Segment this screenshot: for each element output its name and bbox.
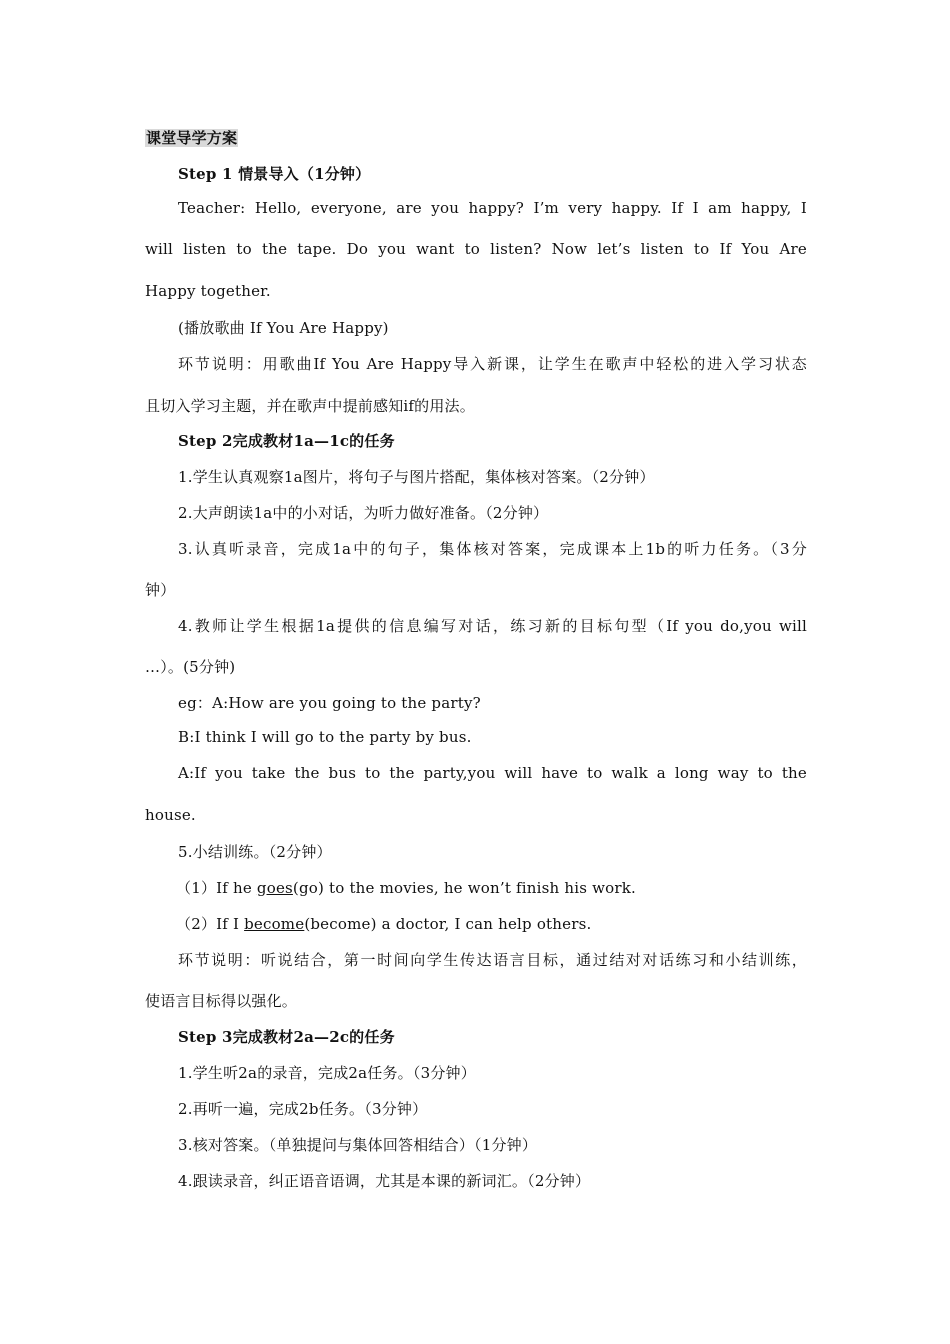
step2-example-b: B:I think I will go to the party by bus. <box>178 728 472 746</box>
step1-heading: Step 1 情景导入（1分钟） <box>178 165 371 183</box>
step2-heading: Step 2完成教材1a—1c的任务 <box>178 432 395 450</box>
doc-title-text: 课堂导学方案 <box>146 129 238 147</box>
step1-teacher-line3: Happy together. <box>145 282 271 300</box>
step3-item1: 1.学生听2a的录音，完成2a任务。（3分钟） <box>178 1064 476 1082</box>
exercise-2-prefix: （2）If I <box>176 915 245 933</box>
exercise-1-suffix: (go) to the movies, he won’t finish his work. <box>292 879 636 897</box>
step2-note-line1: 环节说明：听说结合，第一时间向学生传达语言目标，通过结对对话练习和小结训练， <box>178 951 807 969</box>
exercise-2 <box>176 913 591 934</box>
exercise-2-answer: become <box>244 915 305 933</box>
exercise-2-suffix: (become) a doctor, I can help others. <box>304 915 592 933</box>
step2-item5: 5.小结训练。（2分钟） <box>178 843 332 861</box>
exercise-1-answer: goes <box>256 879 293 897</box>
step3-item4: 4.跟读录音，纠正语音语调，尤其是本课的新词汇。（2分钟） <box>178 1172 591 1190</box>
step1-teacher-line1: Teacher: Hello, everyone, are you happy? I’m very happy. If I am happy, I <box>178 199 807 217</box>
step1-note-line1: 环节说明：用歌曲If You Are Happy导入新课，让学生在歌声中轻松的进入学习状态 <box>178 355 807 373</box>
exercise-1-prefix: （1）If he <box>176 879 257 897</box>
step2-example-a2-line1: A:If you take the bus to the party,you will have to walk a long way to the <box>178 764 807 782</box>
step2-item4-line2: …）。(5分钟) <box>145 658 236 676</box>
step2-item3-line1: 3.认真听录音，完成1a中的句子，集体核对答案，完成课本上1b的听力任务。（3分 <box>178 540 807 558</box>
step3-heading: Step 3完成教材2a—2c的任务 <box>178 1028 395 1046</box>
step2-item4-line1: 4.教师让学生根据1a提供的信息编写对话，练习新的目标句型（If you do,you will <box>178 617 807 635</box>
step2-example-a: eg：A:How are you going to the party? <box>178 694 481 712</box>
doc-title <box>145 127 238 148</box>
step2-note-line2: 使语言目标得以强化。 <box>145 992 298 1010</box>
step2-item3-line2: 钟） <box>145 581 176 599</box>
step2-item2: 2.大声朗读1a中的小对话，为听力做好准备。（2分钟） <box>178 504 549 522</box>
step3-item3: 3.核对答案。（单独提问与集体回答相结合）（1分钟） <box>178 1136 538 1154</box>
step2-example-a2-line2: house. <box>145 806 196 824</box>
step2-item1: 1.学生认真观察1a图片，将句子与图片搭配，集体核对答案。（2分钟） <box>178 468 655 486</box>
step1-teacher-line2: will listen to the tape. Do you want to listen? Now let’s listen to If You Are <box>145 240 807 258</box>
step1-song: (播放歌曲 If You Are Happy) <box>178 319 389 337</box>
exercise-1 <box>176 877 636 898</box>
step1-note-line2: 且切入学习主题，并在歌声中提前感知if的用法。 <box>145 397 475 415</box>
step3-item2: 2.再听一遍，完成2b任务。（3分钟） <box>178 1100 428 1118</box>
